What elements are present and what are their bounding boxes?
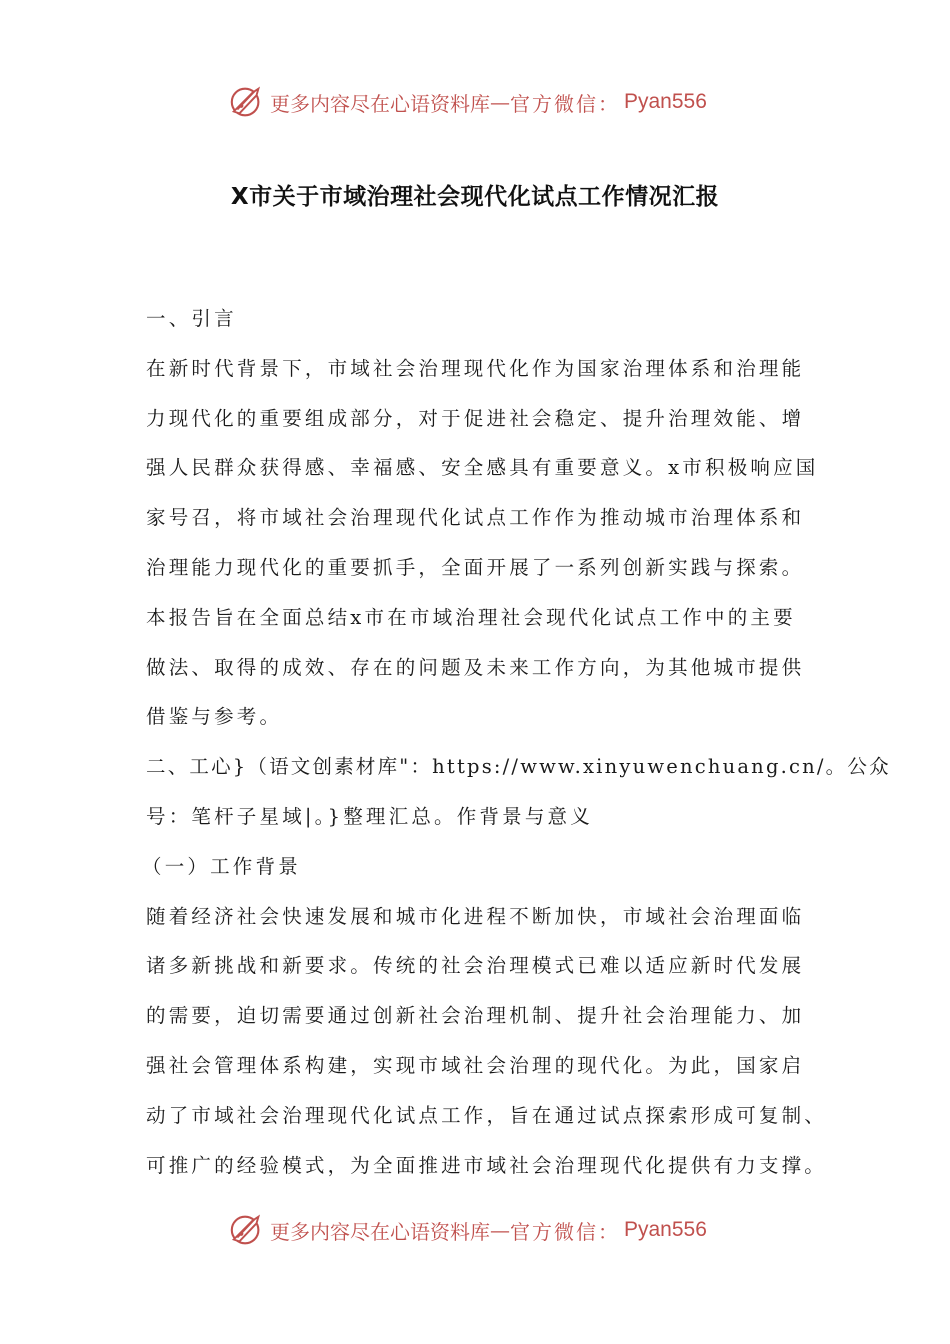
document-title: X市关于市域治理社会现代化试点工作情况汇报 (230, 184, 720, 210)
paragraph-line: 治理能力现代化的重要抓手，全面开展了一系列创新实践与探索。 (146, 555, 805, 579)
paragraph-line: 做法、取得的成效、存在的问题及未来工作方向，为其他城市提供 (146, 655, 805, 679)
pen-nib-icon (228, 1211, 266, 1249)
paragraph-line: 可推广的经验模式，为全面推进市域社会治理现代化提供有力支撑。 (146, 1153, 828, 1177)
banner-official-label: 官方微信： (510, 91, 620, 116)
paragraph-line: 动了市域社会治理现代化试点工作，旨在通过试点探索形成可复制、 (146, 1103, 828, 1127)
paragraph-line: 家号召，将市域社会治理现代化试点工作作为推动城市治理体系和 (146, 506, 805, 530)
banner-main-text: 更多内容尽在心语资料库 (270, 1219, 490, 1244)
banner-wechat-id: Pyan556 (624, 90, 707, 113)
section-heading-background: 二、工心}（语文创素材库"：https://www.xinyuwenchuang.cn/。公众 (146, 755, 891, 779)
document-body (142, 294, 891, 1190)
paragraph-line: 诸多新挑战和新要求。传统的社会治理模式已难以适应新时代发展 (146, 954, 805, 978)
banner-separator: — (490, 90, 510, 114)
banner-wechat-id: Pyan556 (624, 1218, 707, 1241)
paragraph-line: 力现代化的重要组成部分，对于促进社会稳定、提升治理效能、增 (146, 406, 805, 430)
paragraph-line: 强社会管理体系构建，实现市域社会治理的现代化。为此，国家启 (146, 1053, 805, 1077)
section-heading-intro: 一、引言 (146, 307, 237, 330)
paragraph-line: 随着经济社会快速发展和城市化进程不断加快，市域社会治理面临 (146, 904, 805, 928)
banner-separator: — (490, 1218, 510, 1242)
paragraph-line: 的需要，迫切需要通过创新社会治理机制、提升社会治理能力、加 (146, 1004, 805, 1028)
banner-main-text: 更多内容尽在心语资料库 (270, 91, 490, 116)
paragraph-line: 号：笔杆子星域|。}整理汇总。作背景与意义 (146, 804, 593, 828)
paragraph-line: 本报告旨在全面总结x市在市域治理社会现代化试点工作中的主要 (146, 605, 796, 629)
banner-official-label: 官方微信： (510, 1219, 620, 1244)
subsection-heading: （一）工作背景 (142, 854, 301, 878)
paragraph-line: 强人民群众获得感、幸福感、安全感具有重要意义。x市积极响应国 (146, 456, 819, 480)
paragraph-line: 借鉴与参考。 (146, 705, 283, 729)
pen-nib-icon (228, 83, 266, 121)
paragraph-line: 在新时代背景下，市域社会治理现代化作为国家治理体系和治理能 (146, 356, 805, 380)
header-banner (228, 80, 748, 124)
footer-banner (228, 1208, 748, 1252)
